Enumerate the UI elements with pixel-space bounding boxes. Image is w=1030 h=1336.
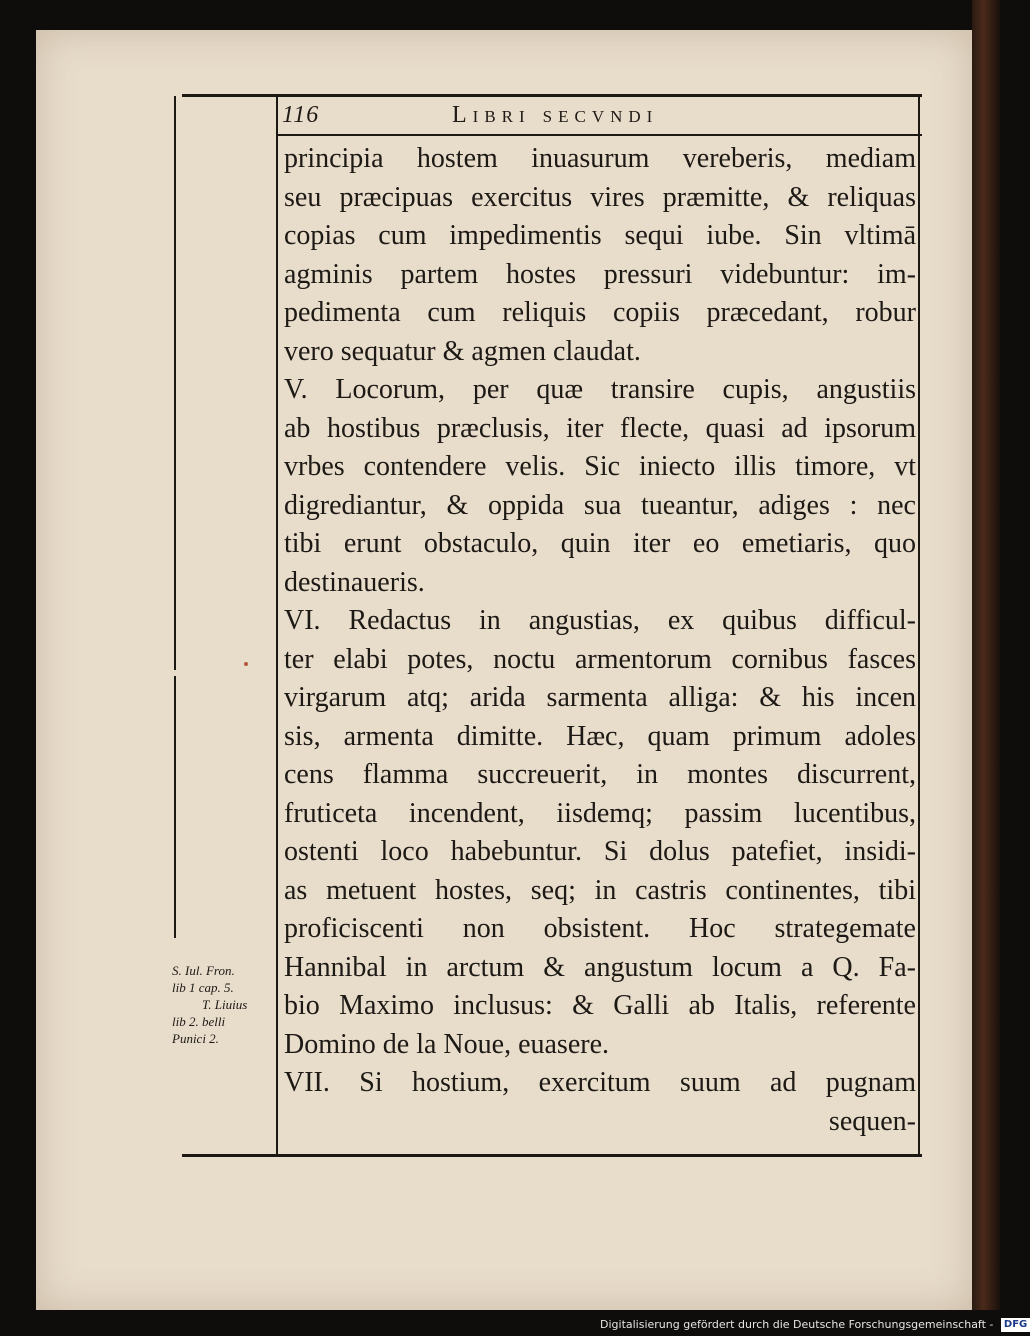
margin-note: lib 2. belli (172, 1014, 226, 1029)
dfg-logo: DFG (1001, 1318, 1030, 1332)
margin-note: lib 1 cap. 5. (172, 980, 234, 995)
ink-spot (244, 662, 248, 666)
text-line: virgarum atq; arida sarmenta alliga: & his incen (284, 682, 916, 713)
text-line: vero sequatur & agmen claudat. (284, 335, 641, 367)
bottom-rule (182, 1154, 922, 1157)
running-title: Libri secvndi (452, 102, 659, 128)
margin-note: T. Liuius (202, 997, 248, 1012)
body-text (284, 140, 916, 1141)
text-line: principia hostem inuasurum vereberis, mediam (284, 143, 916, 174)
left-inner-rule (276, 96, 278, 1154)
text-line: digrediantur, & oppida sua tueantur, adiges : nec (284, 489, 916, 521)
page-number: 116 (282, 102, 320, 128)
margin-notes (172, 962, 268, 1047)
text-line: agminis partem hostes pressuri videbuntur: im- (284, 258, 916, 290)
text-line: ab hostibus præclusis, iter flecte, quasi ad ipsorum (284, 412, 916, 444)
running-header (282, 100, 922, 136)
text-line: sis, armenta dimitte. Hæc, quam primum adoles (284, 720, 916, 752)
text-line: Hannibal in arctum & angustum locum a Q. Fa- (284, 951, 916, 983)
catchword: sequen- (828, 1105, 916, 1137)
text-line: copias cum impedimentis sequi iube. Sin vltimā (284, 220, 916, 251)
text-line: VII. Si hostium, exercitum suum ad pugnam (284, 1067, 916, 1098)
text-line: Domino de la Noue, euasere. (284, 1028, 609, 1060)
left-outer-rule (174, 96, 176, 670)
text-line: pedimenta cum reliquis copiis præcedant, robur (284, 297, 916, 328)
text-line: proficiscenti non obsistent. Hoc strategemate (284, 913, 916, 944)
left-outer-rule-lower (174, 676, 176, 938)
book-edge (972, 0, 1000, 1310)
text-line: bio Maximo inclusus: & Galli ab Italis, referente (284, 990, 916, 1021)
digitization-credit (600, 1316, 1028, 1334)
text-line: seu præcipuas exercitus vires præmitte, & reliquas (284, 181, 916, 213)
text-line: fruticeta incendent, iisdemq; passim lucentibus, (284, 797, 916, 829)
margin-note: S. Iul. Fron. (172, 963, 235, 978)
text-line: vrbes contendere velis. Sic iniecto illis timore, vt (284, 451, 916, 482)
text-line: tibi erunt obstaculo, quin iter eo emetiaris, quo (284, 528, 916, 559)
margin-note: Punici 2. (172, 1031, 219, 1046)
text-line: ter elabi potes, noctu armentorum cornibus fasces (284, 643, 916, 675)
text-line: ostenti loco habebuntur. Si dolus patefiet, insidi- (284, 836, 916, 867)
text-line: cens flamma succreuerit, in montes discurrent, (284, 759, 916, 790)
credit-text: Digitalisierung gefördert durch die Deutsche Forschungsgemeinschaft - (600, 1318, 994, 1331)
text-line: V. Locorum, per quæ transire cupis, angustiis (284, 374, 916, 405)
top-rule (182, 94, 922, 97)
right-rule (918, 96, 920, 1154)
text-line: VI. Redactus in angustias, ex quibus difficul- (284, 605, 916, 636)
text-line: as metuent hostes, seq; in castris continentes, tibi (284, 874, 916, 906)
text-line: destinaueris. (284, 566, 425, 598)
